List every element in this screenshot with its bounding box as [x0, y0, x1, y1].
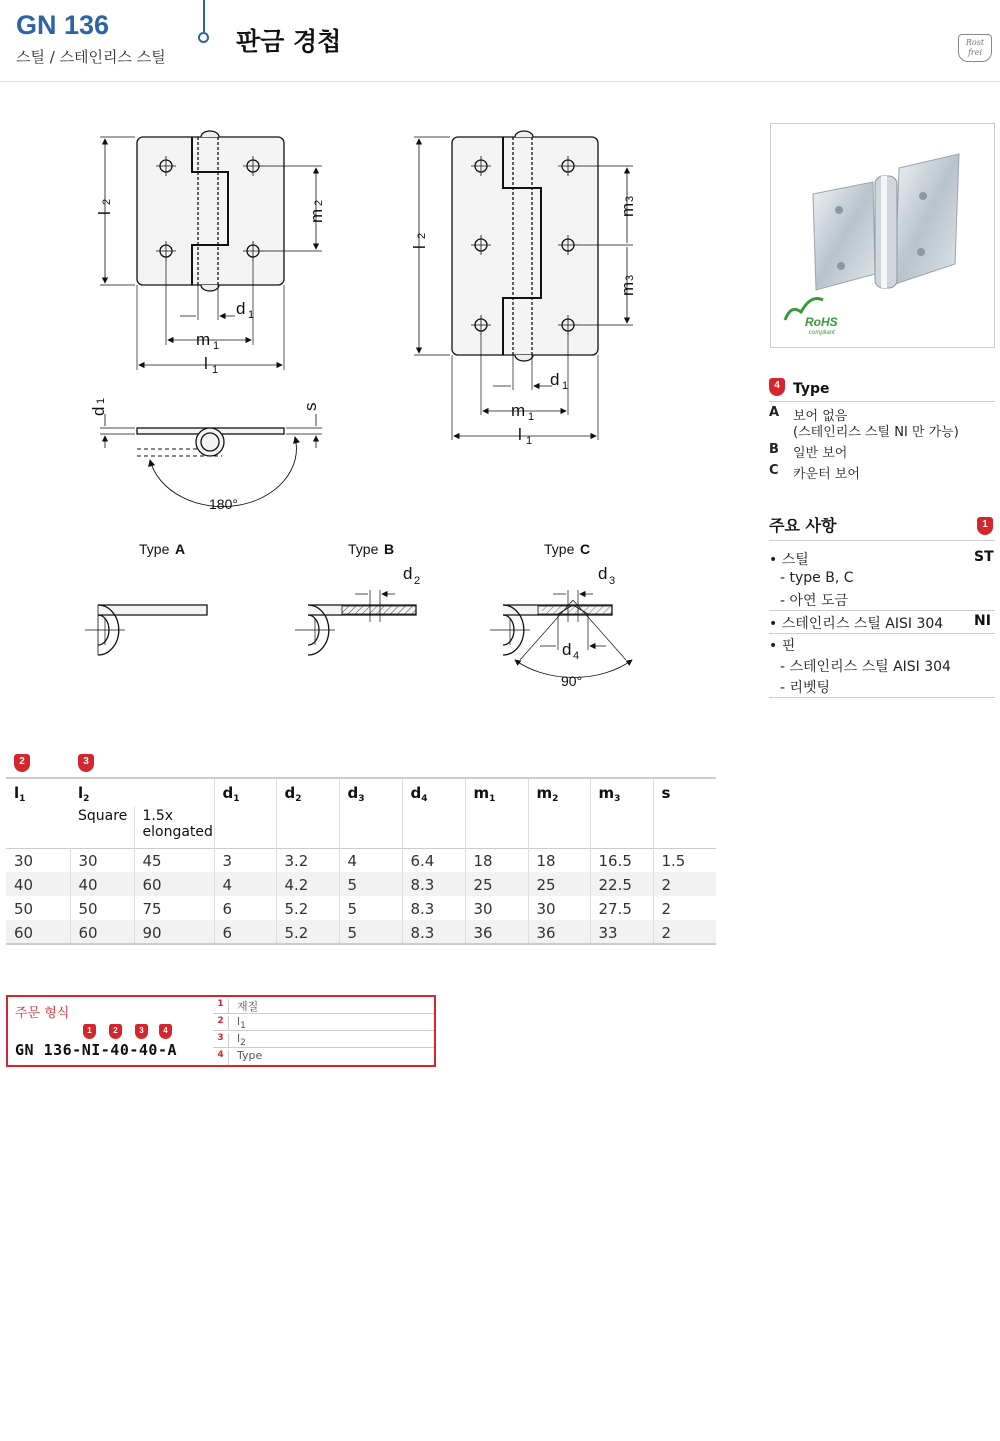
- table-cell: 75: [134, 896, 214, 920]
- order-legend-row: 1 재질: [213, 997, 434, 1014]
- svg-text:1: 1: [562, 380, 569, 392]
- table-row: [6, 872, 716, 896]
- svg-text:1: 1: [248, 309, 255, 321]
- table-cell: 6: [214, 920, 276, 944]
- dim-m2-label: m: [307, 208, 326, 223]
- table-cell: 5: [339, 872, 402, 896]
- dimensions-table: [6, 777, 716, 945]
- table-row: [6, 920, 716, 944]
- table-cell: 30: [528, 896, 590, 920]
- dim-d3-label: d: [598, 564, 608, 583]
- table-cell: 45: [134, 848, 214, 872]
- svg-text:B: B: [384, 541, 395, 557]
- table-cell: 30: [14, 852, 34, 871]
- note-pin-sub1: - 스테인리스 스틸 AISI 304: [780, 659, 951, 675]
- notes-badge: 1: [977, 517, 993, 535]
- table-cell: 50: [14, 900, 34, 918]
- table-cell: 4: [214, 872, 276, 896]
- table-row: [6, 848, 716, 872]
- svg-text:1: 1: [95, 397, 107, 404]
- table-cell: 2: [653, 896, 716, 920]
- svg-text:RoHS: RoHS: [805, 315, 838, 329]
- type-c-label: Type: [544, 541, 575, 557]
- svg-text:2: 2: [416, 232, 428, 239]
- svg-text:C: C: [580, 541, 591, 557]
- note-stainless-code: NI: [974, 613, 991, 629]
- page-title: 판금 경첩: [236, 27, 342, 56]
- dim-l2-elongated-label: l: [410, 245, 429, 249]
- svg-text:compliant: compliant: [809, 330, 835, 336]
- svg-text:1: 1: [528, 411, 535, 423]
- col-d2: $d_2$: [276, 778, 339, 848]
- dim-d1-elongated-label: d: [550, 370, 560, 389]
- table-cell: 36: [528, 920, 590, 944]
- order-legend-row: 4 Type: [213, 1048, 434, 1065]
- dim-m1-elongated-label: m: [511, 401, 526, 420]
- table-cell: 4: [339, 848, 402, 872]
- table-cell: 25: [528, 872, 590, 896]
- col-m2: $m_2$: [528, 778, 590, 848]
- col-l1: $l_1$: [6, 778, 70, 848]
- header-rule: [0, 81, 1000, 82]
- hinge-elongated-plate: [452, 137, 598, 355]
- notes-title: 주요 사항: [769, 516, 837, 535]
- order-title: 주문 형식: [15, 1006, 70, 1021]
- svg-text:4: 4: [573, 650, 580, 662]
- col-m1: $m_1$: [465, 778, 528, 848]
- svg-text:1: 1: [526, 435, 533, 447]
- table-cell: 18: [528, 848, 590, 872]
- table-cell: 16.5: [590, 848, 653, 872]
- rostfrei-logo: Rost frei: [958, 34, 992, 62]
- dim-s-label: s: [301, 402, 320, 411]
- table-cell: 60: [134, 872, 214, 896]
- type-badge: 4: [769, 378, 785, 396]
- table-cell: 30: [465, 896, 528, 920]
- table-cell: 36: [465, 920, 528, 944]
- dim-d1-label: d: [236, 299, 246, 318]
- svg-text:3: 3: [624, 274, 636, 281]
- table-badge-l2: 3: [78, 754, 94, 772]
- header-divider-dot: [198, 32, 209, 43]
- header-divider: [203, 0, 205, 32]
- note-stainless: • 스테인리스 스틸 AISI 304: [769, 616, 944, 632]
- col-s: s: [653, 778, 716, 848]
- note-steel-code: ST: [974, 549, 994, 565]
- col-d1: $d_1$: [214, 778, 276, 848]
- table-cell: 8.3: [402, 896, 465, 920]
- product-photo: [770, 123, 995, 348]
- table-cell: 25: [465, 872, 528, 896]
- table-cell: 5: [339, 896, 402, 920]
- dim-l2-label: l: [95, 211, 114, 215]
- table-cell: 4.2: [276, 872, 339, 896]
- table-cell: 90: [134, 920, 214, 944]
- type-heading-label: Type: [793, 381, 830, 397]
- dim-d1-side-label: d: [89, 406, 108, 416]
- table-cell: 33: [590, 920, 653, 944]
- table-badge-l1: 2: [14, 754, 30, 772]
- dim-d2-label: d: [403, 564, 413, 583]
- table-cell: 18: [465, 848, 528, 872]
- product-material: 스틸 / 스테인리스 스틸: [16, 48, 166, 66]
- table-cell: 2: [653, 920, 716, 944]
- table-cell: 5: [339, 920, 402, 944]
- svg-text:2: 2: [414, 575, 421, 587]
- note-steel-sub1: - type B, C: [780, 570, 854, 586]
- table-cell: 6: [214, 896, 276, 920]
- table-cell: 40: [6, 872, 70, 896]
- svg-text:2: 2: [101, 198, 113, 205]
- type-heading: [769, 378, 995, 402]
- note-steel: • 스틸: [769, 552, 809, 568]
- hinge-square-plate: [137, 137, 284, 285]
- product-code: GN 136: [16, 10, 110, 40]
- table-cell: 27.5: [590, 896, 653, 920]
- table-cell: 5.2: [276, 920, 339, 944]
- dim-m3-label-top: m: [618, 202, 637, 217]
- table-cell: 40: [70, 872, 134, 896]
- table-cell: 8.3: [402, 872, 465, 896]
- order-legend-row: 2 $l_1$: [213, 1014, 434, 1031]
- table-cell: 60: [6, 920, 70, 944]
- svg-text:A: A: [175, 541, 186, 557]
- col-l2: $l_2$: [70, 778, 214, 806]
- note-pin: • 핀: [769, 638, 796, 654]
- col-l2-square: Square: [78, 808, 128, 824]
- table-cell: 8.3: [402, 920, 465, 944]
- order-legend-row: 3 $l_2$: [213, 1031, 434, 1048]
- dim-m1-label: m: [196, 330, 211, 349]
- dim-l1-label: l: [204, 354, 208, 373]
- technical-drawing: [0, 90, 760, 710]
- order-example: 주문 형식 1 2 3 4 GN 136-NI-40-40-A 1 재질 2 $l_1$ 3 $l_2$ 4 Type: [6, 995, 436, 1067]
- svg-text:1: 1: [213, 340, 220, 352]
- order-legend: [213, 997, 434, 1065]
- note-pin-sub2: - 리벳팅: [780, 680, 831, 696]
- order-code: GN 136-NI-40-40-A: [15, 1041, 178, 1059]
- col-l2-elongated: 1.5x elongated: [134, 806, 214, 848]
- table-cell: 3: [214, 848, 276, 872]
- table-cell: 50: [70, 896, 134, 920]
- dim-d4-label: d: [562, 640, 572, 659]
- dim-m3-label-bottom: m: [618, 281, 637, 296]
- type-b-label: Type: [348, 541, 379, 557]
- rohs-logo: [785, 299, 838, 337]
- table-cell: 30: [70, 848, 134, 872]
- table-row: [6, 896, 716, 920]
- svg-text:1: 1: [212, 364, 219, 376]
- svg-text:3: 3: [624, 195, 636, 202]
- type-a-label: Type: [139, 541, 170, 557]
- col-d4: $d_4$: [402, 778, 465, 848]
- dim-l1-elongated-label: l: [518, 425, 522, 444]
- note-steel-sub2: - 아연 도금: [780, 593, 849, 609]
- svg-text:2: 2: [313, 199, 325, 206]
- svg-text:3: 3: [609, 575, 616, 587]
- col-d3: $d_3$: [339, 778, 402, 848]
- angle-180-label: 180°: [209, 496, 238, 512]
- angle-90-label: 90°: [561, 673, 583, 689]
- table-cell: 5.2: [276, 896, 339, 920]
- table-cell: 3.2: [276, 848, 339, 872]
- table-cell: 2: [653, 872, 716, 896]
- table-cell: 6.4: [402, 848, 465, 872]
- table-cell: 60: [70, 920, 134, 944]
- col-m3: $m_3$: [590, 778, 653, 848]
- table-cell: 22.5: [590, 872, 653, 896]
- table-cell: 1.5: [653, 848, 716, 872]
